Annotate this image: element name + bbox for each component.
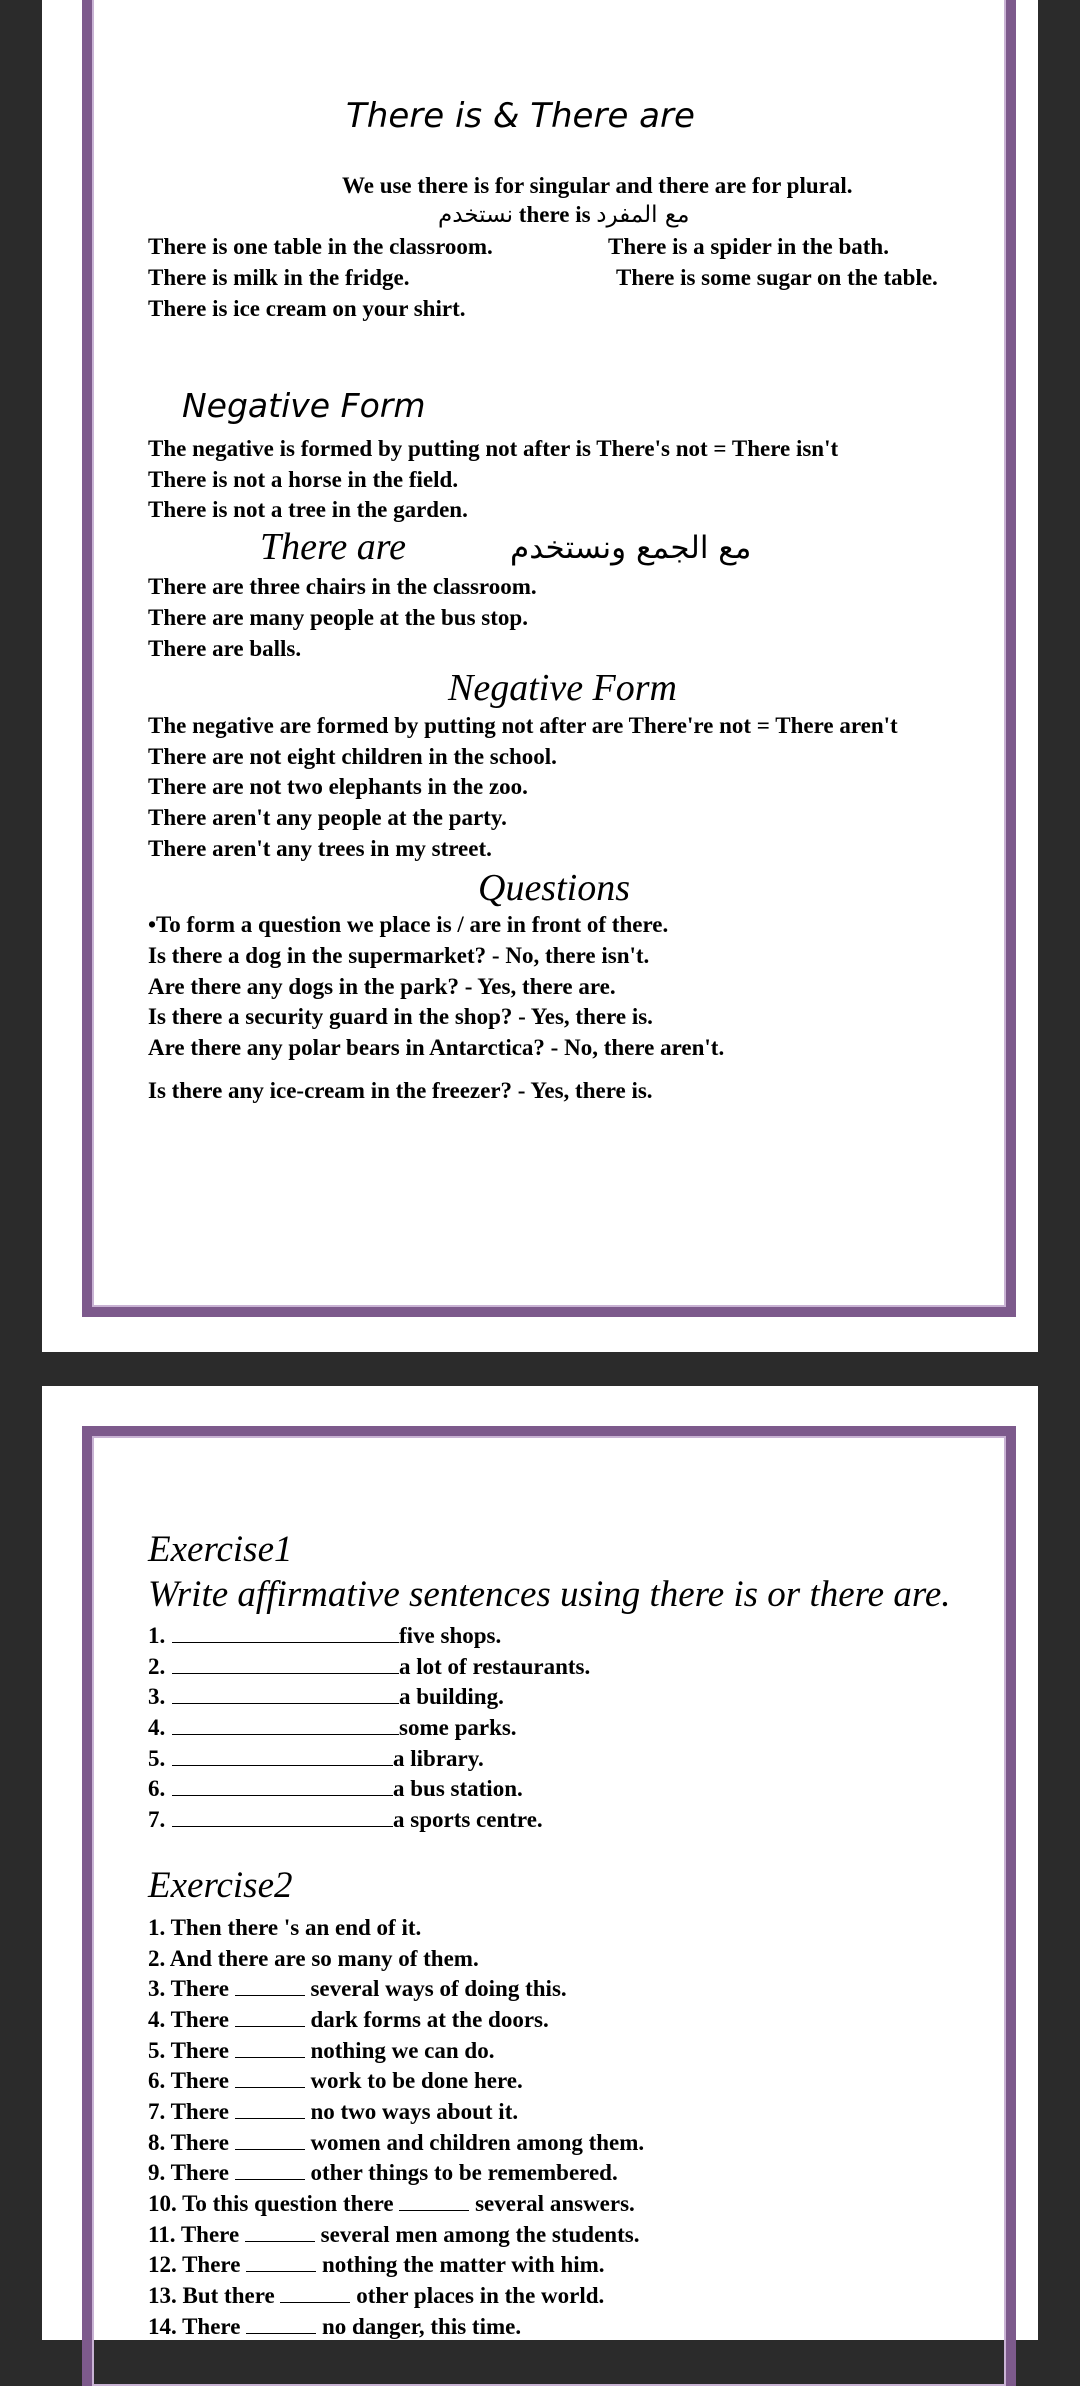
neg2-line-4: There aren't any people at the party. (148, 805, 507, 830)
answer-blank[interactable] (235, 1995, 305, 1996)
ex2-full-line: 2. And there are so many of them. (148, 1946, 479, 1971)
document-page-1 (42, 0, 1038, 1352)
neg1-line-2: There is not a horse in the field. (148, 467, 459, 492)
answer-blank[interactable] (172, 1795, 393, 1796)
question-line-3: Are there any dogs in the park? - Yes, there are. (148, 974, 616, 999)
negative-form-heading-2: Negative Form (448, 667, 678, 709)
answer-blank[interactable] (172, 1826, 393, 1827)
ex1-item: 7. a sports centre. (148, 1807, 543, 1832)
answer-blank[interactable] (172, 1673, 399, 1674)
example-left-2: There is milk in the fridge. (148, 265, 410, 290)
answer-blank[interactable] (235, 2118, 305, 2119)
answer-blank[interactable] (280, 2302, 350, 2303)
exercise2-title: Exercise2 (148, 1865, 293, 1906)
answer-blank[interactable] (172, 1734, 399, 1735)
answer-blank[interactable] (246, 2271, 316, 2272)
answer-blank[interactable] (246, 2333, 316, 2334)
example-left-1: There is one table in the classroom. (148, 234, 493, 259)
there-are-line-3: There are balls. (148, 636, 302, 661)
question-line-5: Are there any polar bears in Antarctica? - No, there aren't. (148, 1035, 725, 1060)
neg1-line-3: There is not a tree in the garden. (148, 497, 468, 522)
neg1-line-1: The negative is formed by putting not after is There's not = There isn't (148, 436, 839, 461)
answer-blank[interactable] (172, 1765, 393, 1766)
ex1-item: 1. five shops. (148, 1623, 502, 1648)
question-line-4: Is there a security guard in the shop? - Yes, there is. (148, 1004, 653, 1029)
answer-blank[interactable] (235, 2026, 305, 2027)
ex2-full-line: 1. Then there 's an end of it. (148, 1915, 422, 1940)
answer-blank[interactable] (235, 2087, 305, 2088)
there-are-line-1: There are three chairs in the classroom. (148, 574, 537, 599)
answer-blank[interactable] (235, 2179, 305, 2180)
ex1-item: 5. a library. (148, 1746, 484, 1771)
example-left-3: There is ice cream on your shirt. (148, 296, 466, 321)
ex2-item: 5. There nothing we can do. (148, 2038, 495, 2063)
intro-text: We use there is for singular and there are for plural. (342, 173, 853, 198)
question-line-1: •To form a question we place is / are in front of there. (148, 912, 669, 937)
there-are-line-2: There are many people at the bus stop. (148, 605, 528, 630)
ex2-item: 11. There several men among the students. (148, 2222, 640, 2247)
ex1-item: 3. a building. (148, 1684, 504, 1709)
question-line-2: Is there a dog in the supermarket? - No, there isn't. (148, 943, 650, 968)
neg2-line-5: There aren't any trees in my street. (148, 836, 492, 861)
answer-blank[interactable] (172, 1703, 399, 1704)
ex1-item: 4. some parks. (148, 1715, 517, 1740)
answer-blank[interactable] (235, 2149, 305, 2150)
answer-blank[interactable] (235, 2057, 305, 2058)
exercise1-instruction: Write affirmative sentences using there is or there are. (148, 1574, 951, 1615)
ex2-item: 6. There work to be done here. (148, 2068, 523, 2093)
arabic-note: نستخدم there is مع المفرد (438, 202, 690, 228)
negative-form-heading-1: Negative Form (182, 386, 426, 425)
ex2-item: 12. There nothing the matter with him. (148, 2252, 605, 2277)
ex1-item: 2. a lot of restaurants. (148, 1654, 591, 1679)
ex2-item: 3. There several ways of doing this. (148, 1976, 567, 2001)
ex2-item: 4. There dark forms at the doors. (148, 2007, 549, 2032)
exercise1-title: Exercise1 (148, 1529, 293, 1570)
ex2-item: 13. But there other places in the world. (148, 2283, 605, 2308)
ex1-item: 6. a bus station. (148, 1776, 523, 1801)
ex2-item: 14. There no danger, this time. (148, 2314, 522, 2339)
neg2-line-1: The negative are formed by putting not after are There're not = There aren't (148, 713, 898, 738)
question-line-6: Is there any ice-cream in the freezer? - Yes, there is. (148, 1078, 653, 1103)
document-page-2 (42, 1386, 1038, 2340)
answer-blank[interactable] (245, 2241, 315, 2242)
there-are-arabic: مع الجمع ونستخدم (510, 530, 752, 566)
ex2-item: 7. There no two ways about it. (148, 2099, 519, 2124)
answer-blank[interactable] (172, 1642, 399, 1643)
answer-blank[interactable] (399, 2210, 469, 2211)
questions-heading: Questions (478, 867, 630, 909)
example-right-2: There is some sugar on the table. (616, 265, 938, 290)
neg2-line-2: There are not eight children in the school. (148, 744, 557, 769)
there-are-heading: There are (260, 526, 406, 568)
ex2-item: 8. There women and children among them. (148, 2130, 645, 2155)
example-right-1: There is a spider in the bath. (608, 234, 889, 259)
neg2-line-3: There are not two elephants in the zoo. (148, 774, 528, 799)
page-title: There is & There are (346, 96, 695, 136)
ex2-item: 10. To this question there several answers. (148, 2191, 635, 2216)
ex2-item: 9. There other things to be remembered. (148, 2160, 618, 2185)
